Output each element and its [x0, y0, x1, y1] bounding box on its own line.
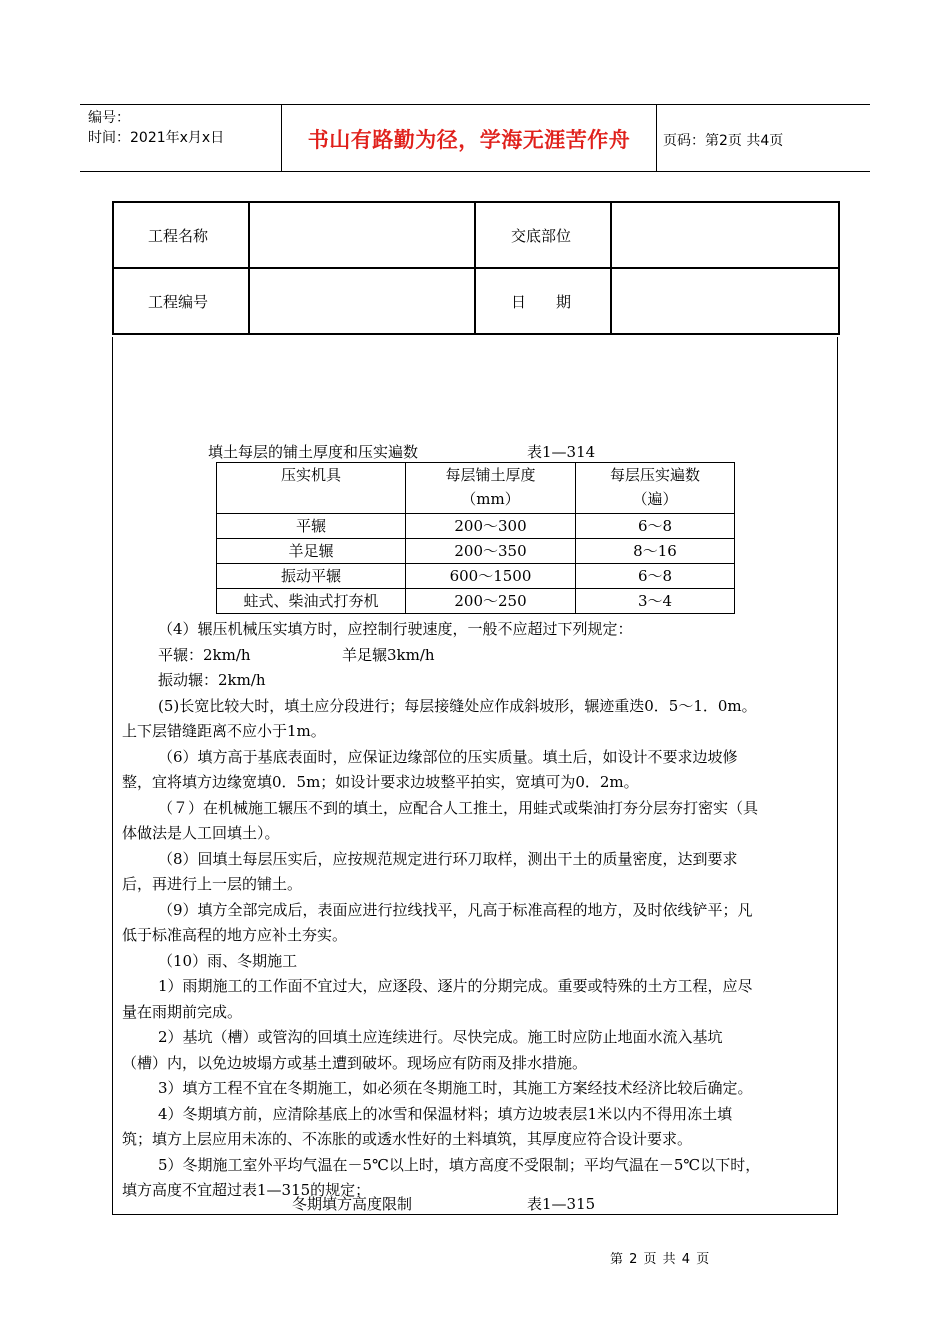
paragraph-4: （4）辗压机械压实填方时，应控制行驶速度，一般不应超过下列规定： [158, 620, 633, 638]
header-bottom-rule [80, 171, 870, 172]
handover-part-value [611, 202, 839, 268]
paragraph-10-heading: （10）雨、冬期施工 [158, 951, 298, 970]
project-name-label: 工程名称 [113, 202, 249, 268]
header-meta [88, 108, 224, 148]
table-row [217, 589, 735, 614]
sub-5-line-2: 填方高度不宜超过表1—315的规定； [122, 1181, 371, 1199]
table-row [217, 564, 735, 589]
table-314-header-machine [217, 463, 406, 514]
date-label: 日 期 [475, 268, 611, 334]
header-divider-2 [656, 104, 657, 172]
sub-3: 3）填方工程不宜在冬期施工，如必须在冬期施工时，其施工方案经技术经济比较后确定。 [158, 1079, 753, 1097]
table-314-header-row [217, 463, 735, 514]
speed-sheepfoot-roller: 羊足辗3km/h [342, 645, 435, 664]
speed-vibratory-roller: 振动辗：2km/h [158, 671, 266, 689]
table-315-caption: 冬期填方高度限制 [292, 1195, 413, 1213]
sub-5-line-1: 5）冬期施工室外平均气温在－5℃以上时，填方高度不受限制；平均气温在－5℃以下时， [158, 1155, 761, 1174]
paragraph-7-line-1: （７）在机械施工辗压不到的填土，应配合人工推土，用蛙式或柴油打夯分层夯打密实（具 [158, 798, 759, 817]
table-314 [216, 462, 735, 614]
project-number-value [249, 268, 475, 334]
sub-1-line-2: 量在雨期前完成。 [122, 1002, 243, 1021]
paragraph-9-line-1: （9）填方全部完成后，表面应进行拉线找平，凡高于标准高程的地方，及时依线铲平；凡 [158, 900, 753, 919]
paragraph-6-line-1: （6）填方高于基底表面时，应保证边缘部位的压实质量。填土后，如设计不要求边坡修 [158, 747, 738, 766]
header-line: 每层压实遍数 [609, 466, 700, 484]
paragraph-8-line-1: （8）回填土每层压实后，应按规范规定进行环刀取样，测出干土的质量密度，达到要求 [158, 849, 738, 868]
table-row [217, 539, 735, 564]
table-row [217, 514, 735, 539]
paragraph-7-line-2: 体做法是人工回填土）。 [122, 824, 280, 842]
project-name-value [249, 202, 475, 268]
handover-part-label: 交底部位 [475, 202, 611, 268]
paragraph-5-line-2: 上下层错缝距离不应小于1m。 [122, 722, 326, 740]
sub-4-line-1: 4）冬期填方前，应清除基底上的冰雪和保温材料；填方边坡表层1米以内不得用冻土填 [158, 1104, 733, 1123]
document-time-label: 时间：2021年x月x日 [88, 130, 225, 146]
table-cell: 6～8 [576, 564, 735, 589]
table-cell: 3～4 [576, 589, 735, 614]
paragraph-6-line-2: 整，宜将填方边缘宽填0．5m；如设计要求边坡整平拍实，宽填可为0．2m。 [122, 773, 639, 791]
header-unit: （遍） [632, 490, 678, 508]
table-314-header-thickness [406, 463, 576, 514]
table-cell: 6～8 [576, 514, 735, 539]
header-line: 压实机具 [280, 466, 341, 484]
speed-flat-roller: 平辗：2km/h [158, 645, 251, 664]
sub-4-line-2: 筑；填方上层应用未冻的、不冻胀的或透水性好的土料填筑，其厚度应符合设计要求。 [122, 1130, 693, 1148]
table-cell: 200～300 [406, 514, 576, 539]
table-cell: 8～16 [576, 539, 735, 564]
table-cell: 振动平辗 [217, 564, 406, 589]
footer-page-number: 第 2 页 共 4 页 [610, 1252, 711, 1267]
header-unit: （mm） [461, 490, 520, 508]
sub-2-line-1: 2）基坑（槽）或管沟的回填土应连续进行。尽快完成。施工时应防止地面水流入基坑 [158, 1028, 723, 1046]
document-number-label: 编号： [88, 110, 130, 126]
header-top-rule [80, 104, 870, 105]
paragraph-9-line-2: 低于标准高程的地方应补土夯实。 [122, 926, 348, 944]
table-314-header-passes [576, 463, 735, 514]
table-315-number: 表1—315 [527, 1195, 596, 1213]
speed-line-1 [122, 643, 834, 669]
date-value [611, 268, 839, 334]
paragraph-8-line-2: 后，再进行上一层的铺土。 [122, 875, 303, 893]
table-cell: 200～350 [406, 539, 576, 564]
body-text [122, 617, 834, 1204]
header-line: 每层铺土厚度 [445, 466, 536, 484]
sub-1-line-1: 1）雨期施工的工作面不宜过大，应逐段、逐片的分期完成。重要或特殊的土方工程，应尽 [158, 977, 753, 995]
sub-2-line-2: （槽）内，以免边坡塌方或基土遭到破坏。现场应有防雨及排水措施。 [122, 1053, 588, 1072]
header-page-indicator: 页码：第2页 共4页 [663, 133, 784, 149]
table-cell: 羊足辗 [217, 539, 406, 564]
table-314-caption: 填土每层的铺土厚度和压实遍数 [208, 443, 419, 461]
table-cell: 600～1500 [406, 564, 576, 589]
table-cell: 200～250 [406, 589, 576, 614]
table-314-number: 表1—314 [527, 443, 596, 461]
header-motto: 书山有路勤为径，学海无涯苦作舟 [307, 128, 631, 152]
table-cell: 蛀式、柴油式打夯机 [217, 589, 406, 614]
paragraph-5-line-1: (5)长宽比较大时，填土应分段进行；每层接缝处应作成斜坡形，辗迹重迭0．5～1．0m。 [158, 696, 757, 715]
table-cell: 平辗 [217, 514, 406, 539]
project-number-label: 工程编号 [113, 268, 249, 334]
project-info-table [112, 201, 840, 335]
